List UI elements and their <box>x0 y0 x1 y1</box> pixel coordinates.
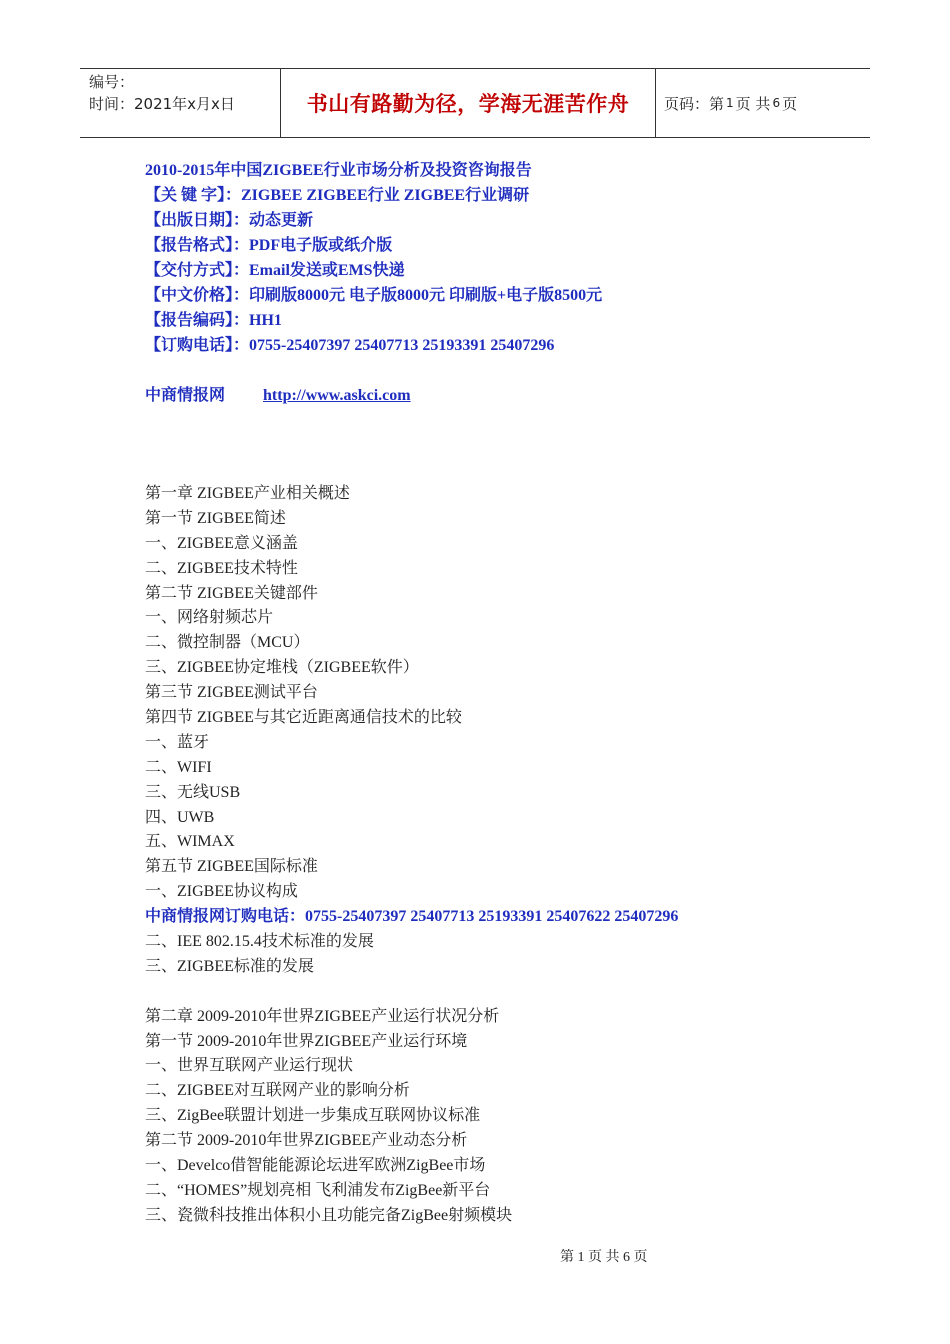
toc-entry: 一、Develco借智能能源论坛进军欧洲ZigBee市场 <box>145 1157 486 1175</box>
report-format: 【报告格式】：PDF电子版或纸介版 <box>145 237 393 254</box>
motto-text: 书山有路勤为径，学海无涯苦作舟 <box>306 92 630 116</box>
report-price: 【中文价格】：印刷版8000元 电子版8000元 印刷版+电子版8500元 <box>145 287 603 304</box>
toc-entry: 三、瓷微科技推出体积小且功能完备ZigBee射频模块 <box>145 1206 513 1224</box>
toc-entry: 第二节 2009-2010年世界ZIGBEE产业动态分析 <box>145 1132 468 1150</box>
toc-entry: 二、WIFI <box>145 758 212 776</box>
report-phone: 【订购电话】：0755-25407397 25407713 25193391 25407296 <box>145 337 555 354</box>
site-line <box>145 383 411 408</box>
toc-entry: 一、蓝牙 <box>145 733 210 751</box>
report-publish-date: 【出版日期】：动态更新 <box>145 212 314 229</box>
page-middle: 页 共 <box>735 94 771 113</box>
report-delivery: 【交付方式】：Email发送或EMS快递 <box>145 262 405 279</box>
header-motto-cell <box>280 69 656 137</box>
header-meta-cell <box>80 69 280 139</box>
toc-entry: 二、ZIGBEE对互联网产业的影响分析 <box>145 1082 410 1100</box>
toc-entry: 三、ZIGBEE标准的发展 <box>145 957 314 975</box>
toc-entry: 第四节 ZIGBEE与其它近距离通信技术的比较 <box>145 709 462 727</box>
toc-entry: 二、“HOMES”规划亮相 飞利浦发布ZigBee新平台 <box>145 1181 491 1199</box>
time-label: 时间：2021年x月x日 <box>89 95 235 113</box>
report-code: 【报告编码】：HH1 <box>145 312 282 329</box>
page-footer: 第 1 页 共 6 页 <box>560 1250 648 1265</box>
toc-entry: 二、ZIGBEE技术特性 <box>145 559 298 577</box>
table-of-contents <box>145 482 885 1229</box>
toc-entry: 第三节 ZIGBEE测试平台 <box>145 684 318 702</box>
page-prefix: 页码：第 <box>664 94 725 113</box>
toc-entry: 一、世界互联网产业运行现状 <box>145 1057 354 1075</box>
toc-entry: 一、网络射频芯片 <box>145 609 274 627</box>
report-info <box>145 158 885 358</box>
toc-entry: 一、ZIGBEE意义涵盖 <box>145 534 298 552</box>
toc-entry: 二、微控制器（MCU） <box>145 634 310 652</box>
document-header <box>80 68 870 138</box>
toc-entry: 五、WIMAX <box>145 833 235 851</box>
header-page-cell <box>655 69 879 137</box>
order-phone-line: 中商情报网订购电话：0755-25407397 25407713 25193391 25407622 25407296 <box>145 908 679 926</box>
page-total: 6 <box>772 96 781 110</box>
toc-entry: 一、ZIGBEE协议构成 <box>145 883 298 901</box>
toc-entry: 第一节 ZIGBEE简述 <box>145 509 286 527</box>
toc-entry: 第二章 2009-2010年世界ZIGBEE产业运行状况分析 <box>145 1007 500 1025</box>
toc-entry: 四、UWB <box>145 808 215 826</box>
toc-spacer <box>145 980 885 1005</box>
toc-entry: 第一章 ZIGBEE产业相关概述 <box>145 485 350 502</box>
toc-entry: 三、无线USB <box>145 783 241 801</box>
number-label: 编号： <box>89 73 135 91</box>
site-name: 中商情报网 <box>145 387 226 404</box>
toc-entry: 三、ZigBee联盟计划进一步集成互联网协议标准 <box>145 1107 481 1125</box>
report-keywords: 【关 键 字】：ZIGBEE ZIGBEE行业 ZIGBEE行业调研 <box>145 187 530 204</box>
toc-entry: 第二节 ZIGBEE关键部件 <box>145 584 318 602</box>
page-current: 1 <box>726 96 734 110</box>
report-title: 2010-2015年中国ZIGBEE行业市场分析及投资咨询报告 <box>145 162 532 179</box>
page-suffix: 页 <box>782 94 798 113</box>
toc-entry: 第五节 ZIGBEE国际标准 <box>145 858 318 876</box>
site-link[interactable]: http://www.askci.com <box>263 387 411 404</box>
toc-entry: 第一节 2009-2010年世界ZIGBEE产业运行环境 <box>145 1032 468 1050</box>
toc-entry: 三、ZIGBEE协定堆栈（ZIGBEE软件） <box>145 659 419 677</box>
toc-entry: 二、IEE 802.15.4技术标准的发展 <box>145 933 374 951</box>
